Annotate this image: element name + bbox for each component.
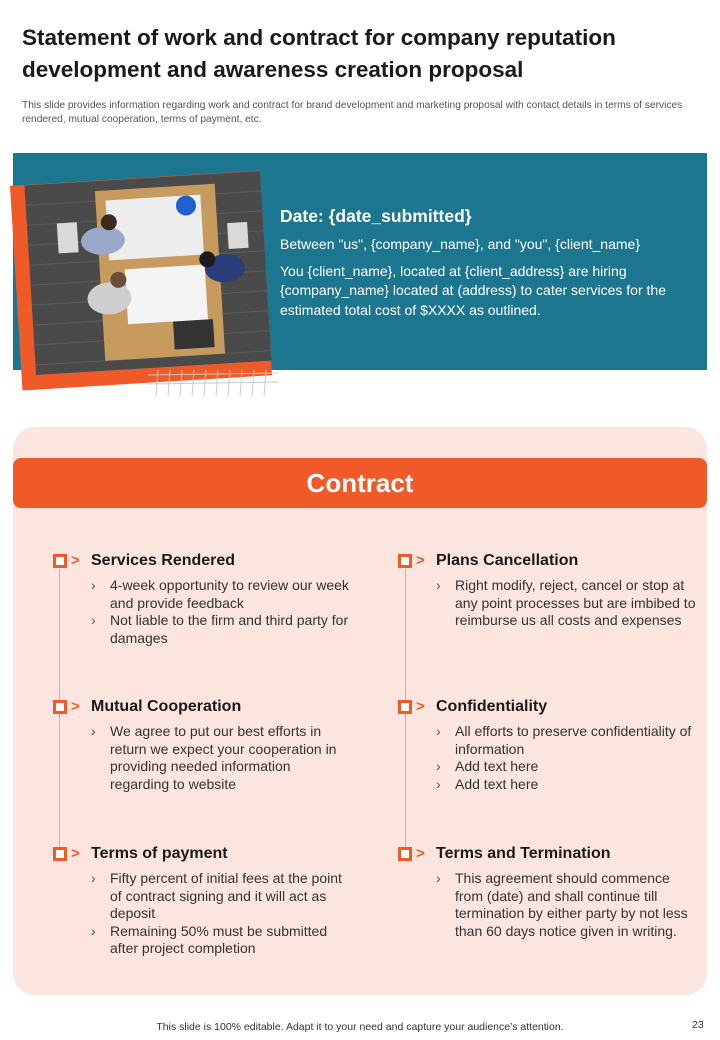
section-terms-of-payment [53,844,353,958]
square-bullet-icon [53,847,67,861]
section-title: Services Rendered [91,552,236,569]
parties-line: Between "us", {company_name}, and "you", {client_name} [280,236,641,252]
list-item: › Add text here [436,758,698,776]
page-number: 23 [692,1019,704,1031]
list-item: › 4-week opportunity to review our week and provide feedback [91,577,353,612]
section-title: Terms and Termination [436,845,611,862]
section-title: Terms of payment [91,845,228,862]
page-title: Statement of work and contract for company reputation development and awareness creation proposal [22,25,616,82]
client-description: You {client_name}, located at {client_address} are hiring {company_name} located at (address) to cater services for the estimated total cost of $XXXX as outlined. [280,262,666,318]
section-title: Mutual Cooperation [91,698,242,715]
section-mutual-cooperation [53,697,353,793]
list-item: › Right modify, reject, cancel or stop at any point processes but are imbibed to reimburse us all costs and expenses [436,577,698,630]
list-item: › We agree to put our best efforts in return we expect your cooperation in providing needed information regarding to website [91,723,353,793]
square-bullet-icon [53,554,67,568]
section-confidentiality [398,697,698,793]
square-bullet-icon [398,554,412,568]
section-title: Confidentiality [436,698,548,715]
list-item: › All efforts to preserve confidentiality of information [436,723,698,758]
chevron-right-icon: > [71,552,80,569]
page-subtitle: This slide provides information regarding work and contract for brand development and marketing proposal with contact details in terms of services rendered, mutual cooperation, terms of payment, etc. [22,100,683,125]
section-title: Plans Cancellation [436,552,579,569]
square-bullet-icon [53,700,67,714]
list-item: › Fifty percent of initial fees at the point of contract signing and it will act as deposit [91,870,353,923]
chevron-right-icon: > [71,698,80,715]
list-item: › Not liable to the firm and third party for damages [91,612,353,647]
grid-decoration [148,370,278,396]
date-line: Date: {date_submitted} [280,206,472,226]
section-plans-cancellation [398,551,698,630]
list-item: › Remaining 50% must be submitted after project completion [91,923,353,958]
list-item: › Add text here [436,776,698,794]
contract-heading: Contract [13,458,707,508]
section-terms-and-termination [398,844,698,940]
square-bullet-icon [398,700,412,714]
chevron-right-icon: > [71,845,80,862]
square-bullet-icon [398,847,412,861]
chevron-right-icon: > [416,845,425,862]
banner-text [280,204,700,327]
section-services-rendered [53,551,353,647]
chevron-right-icon: > [416,552,425,569]
meeting-photo [24,171,271,375]
footer-note: This slide is 100% editable. Adapt it to your need and capture your audience’s attention. [156,1021,564,1033]
list-item: › This agreement should commence from (date) and shall continue till termination by either party by not less than 60 days notice given in writing. [436,870,698,940]
chevron-right-icon: > [416,698,425,715]
